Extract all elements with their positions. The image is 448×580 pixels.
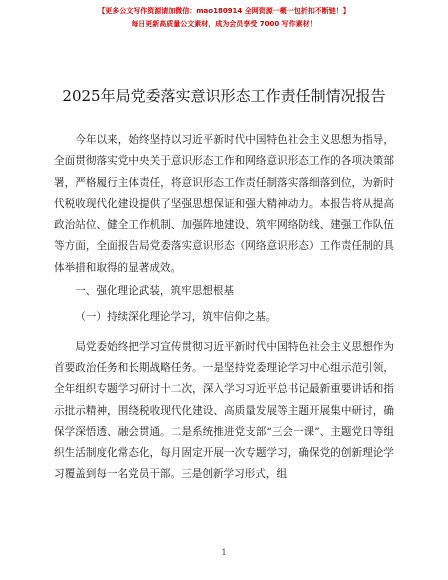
document-title: 2025年局党委落实意识形态工作责任制情况报告 (62, 87, 386, 105)
promo-banner-line-2: 每日更新高质量公文素材，成为会员享受 7000 写作素材！ (131, 20, 317, 28)
promo-banner-line-1: 【更多公文写作资源请加微信：mao180914 全网资源一概一包折扣不断链！】 (98, 7, 350, 15)
section-heading: 一、强化理论武装，筑牢思想根基 (75, 285, 235, 298)
page-number: 1 (221, 548, 227, 557)
body-paragraph: 局党委始终把学习宣传贯彻习近平新时代中国特色社会主义思想作为首要政治任务和长期战略任务。一是坚持党委理论学习中心组示范引领，全年组织专题学习研讨十二次，深入学习习近平总书记最新重要讲话和指示批示精神，围绕税收现代化建设、高质量发展等主题开展集中研讨，确保学深悟透、融会贯通。二是系统推进党支部“三会一课”、主题党日等组织生活制度化常态化，每月固定开展一次专题学习，确保党的创新理论学习覆盖到每一名党员干部。三是创新学习形式，组 (54, 340, 394, 481)
subsection-heading: （一）持续深化理论学习，筑牢信仰之基。 (75, 311, 277, 324)
intro-paragraph: 今年以来，始终坚持以习近平新时代中国特色社会主义思想为指导，全面贯彻落实党中央关于意识形态工作和网络意识形态工作的各项决策部署，严格履行主体责任，将意识形态工作责任制落实落细落到位，为新时代税收现代化建设提供了坚强思想保证和强大精神动力。本报告将从提高政治站位、健全工作机制、加强阵地建设、筑牢网络防线、建强工作队伍等方面，全面报告局党委落实意识形态（网络意识形态）工作责任制的具体举措和取得的显著成效。 (54, 134, 394, 274)
promo-banner (0, 6, 448, 29)
document-body (54, 130, 394, 486)
